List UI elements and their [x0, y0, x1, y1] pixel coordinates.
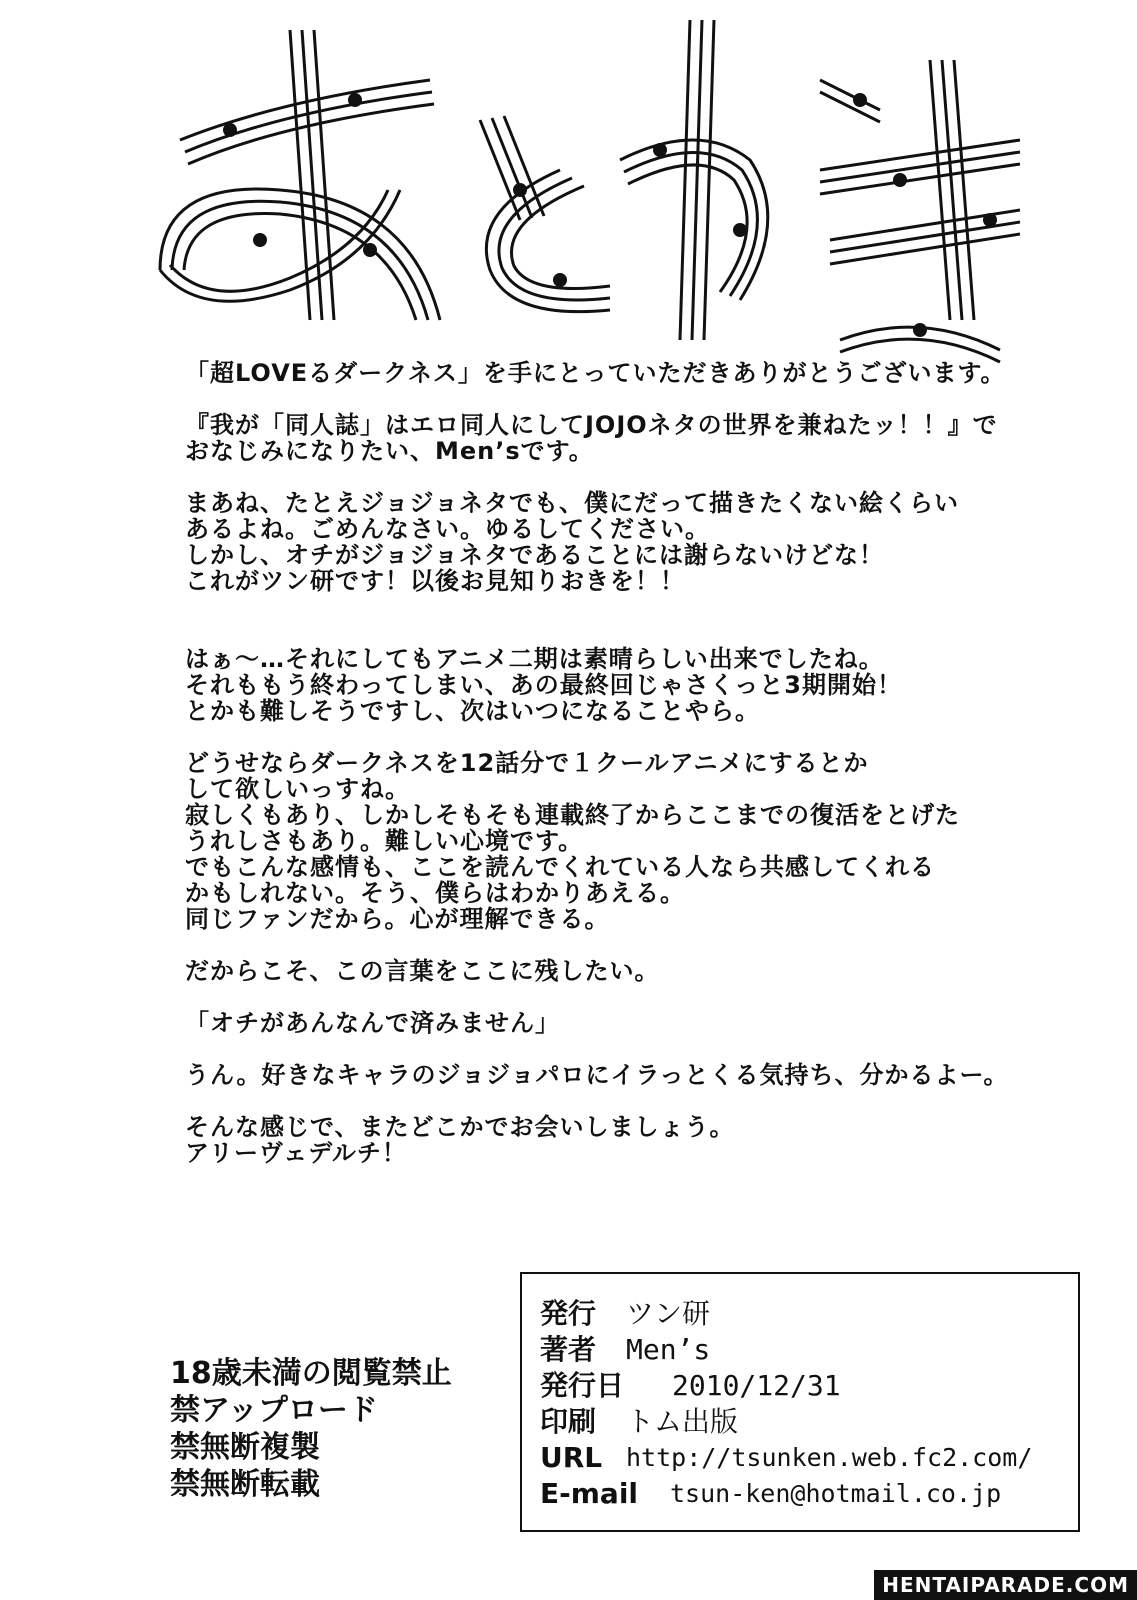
text-line: しかし、オチがジョジョネタであることには謝らないけどな！ — [185, 541, 885, 569]
notice-no-copy: 禁無断複製 — [170, 1430, 320, 1465]
text-line: とかも難しそうですし、次はいつになることやら。 — [185, 697, 760, 725]
text-line: これがツン研です！以後お見知りおきを！！ — [185, 567, 685, 595]
colophon-key: URL — [540, 1441, 603, 1474]
paragraph-8 — [185, 1062, 1085, 1088]
notice-age-restriction: 18歳未満の閲覧禁止 — [170, 1356, 452, 1391]
text-line: だからこそ、この言葉をここに残したい。 — [185, 957, 660, 985]
text-line: して欲しいっすね。 — [185, 775, 410, 803]
text-line: 「超LOVEるダークネス」を手にとっていただきありがとうございます。 — [185, 359, 1006, 387]
colophon-author — [540, 1332, 1078, 1368]
text-line: かもしれない。そう、僕らはわかりあえる。 — [185, 879, 685, 907]
colophon-value: http://tsunken.web.fc2.com/ — [626, 1443, 1033, 1472]
watermark-label: HENTAIPARADE.COM — [874, 1570, 1137, 1600]
text-line: はぁ～…それにしてもアニメ二期は素晴らしい出来でしたね。 — [185, 645, 884, 673]
text-line: うん。好きなキャラのジョジョパロにイラっとくる気持ち、分かるよー。 — [185, 1061, 1009, 1089]
text-line: 寂しくもあり、しかしそもそも連載終了からここまでの復活をとげた — [185, 801, 960, 829]
paragraph-2 — [185, 412, 1085, 464]
colophon-key: 発行 — [540, 1297, 597, 1330]
colophon-box — [520, 1272, 1080, 1532]
paragraph-6 — [185, 958, 1085, 984]
colophon-printer — [540, 1404, 1078, 1440]
paragraph-5 — [185, 750, 1085, 932]
paragraph-1 — [185, 360, 1085, 386]
colophon-publisher — [540, 1296, 1078, 1332]
text-line: でもこんな感情も、ここを読んでくれている人なら共感してくれる — [185, 853, 935, 881]
text-line: アリーヴェデルチ！ — [185, 1139, 407, 1167]
afterword-body — [185, 360, 1085, 1192]
text-line: どうせならダークネスを12話分で１クールアニメにするとか — [185, 749, 869, 777]
colophon-value: tsun-ken@hotmail.co.jp — [670, 1479, 1002, 1508]
text-line: あるよね。ごめんなさい。ゆるしてください。 — [185, 515, 710, 543]
colophon-url — [540, 1440, 1078, 1476]
colophon-value: Men’s — [626, 1333, 711, 1366]
paragraph-9 — [185, 1114, 1085, 1166]
colophon-key: 著者 — [540, 1333, 597, 1366]
colophon-date — [540, 1368, 1078, 1404]
notice-no-reprint: 禁無断転載 — [170, 1467, 320, 1502]
restriction-notices — [170, 1355, 510, 1503]
colophon-key: 印刷 — [540, 1405, 597, 1438]
text-line: 『我が「同人誌」はエロ同人にしてJOJOネタの世界を兼ねたッ！！』で — [185, 411, 998, 439]
paragraph-3 — [185, 490, 1085, 594]
text-line: まあね、たとえジョジョネタでも、僕にだって描きたくない絵くらい — [185, 489, 960, 517]
paragraph-4 — [185, 646, 1085, 724]
colophon-value: トム出版 — [626, 1405, 739, 1438]
title-art-atogaki — [140, 20, 1040, 370]
text-line: そんな感じで、またどこかでお会いしましょう。 — [185, 1113, 735, 1141]
colophon-value: ツン研 — [626, 1297, 711, 1330]
notice-no-upload: 禁アップロード — [170, 1393, 378, 1428]
text-line: うれしさもあり。難しい心境です。 — [185, 827, 584, 855]
paragraph-7 — [185, 1010, 1085, 1036]
colophon-key: 発行日 — [540, 1369, 625, 1402]
text-line: それももう終わってしまい、あの最終回じゃさくっと3期開始！ — [185, 671, 902, 699]
colophon-key: E-mail — [540, 1477, 639, 1510]
text-line: 「オチがあんなんで済みません」 — [185, 1009, 560, 1037]
text-line: おなじみになりたい、Men’sです。 — [185, 437, 594, 465]
text-line: 同じファンだから。心が理解できる。 — [185, 905, 610, 933]
colophon-value: 2010/12/31 — [672, 1369, 841, 1402]
colophon-email — [540, 1476, 1078, 1512]
music-staff-lettering-icon — [140, 20, 1040, 370]
